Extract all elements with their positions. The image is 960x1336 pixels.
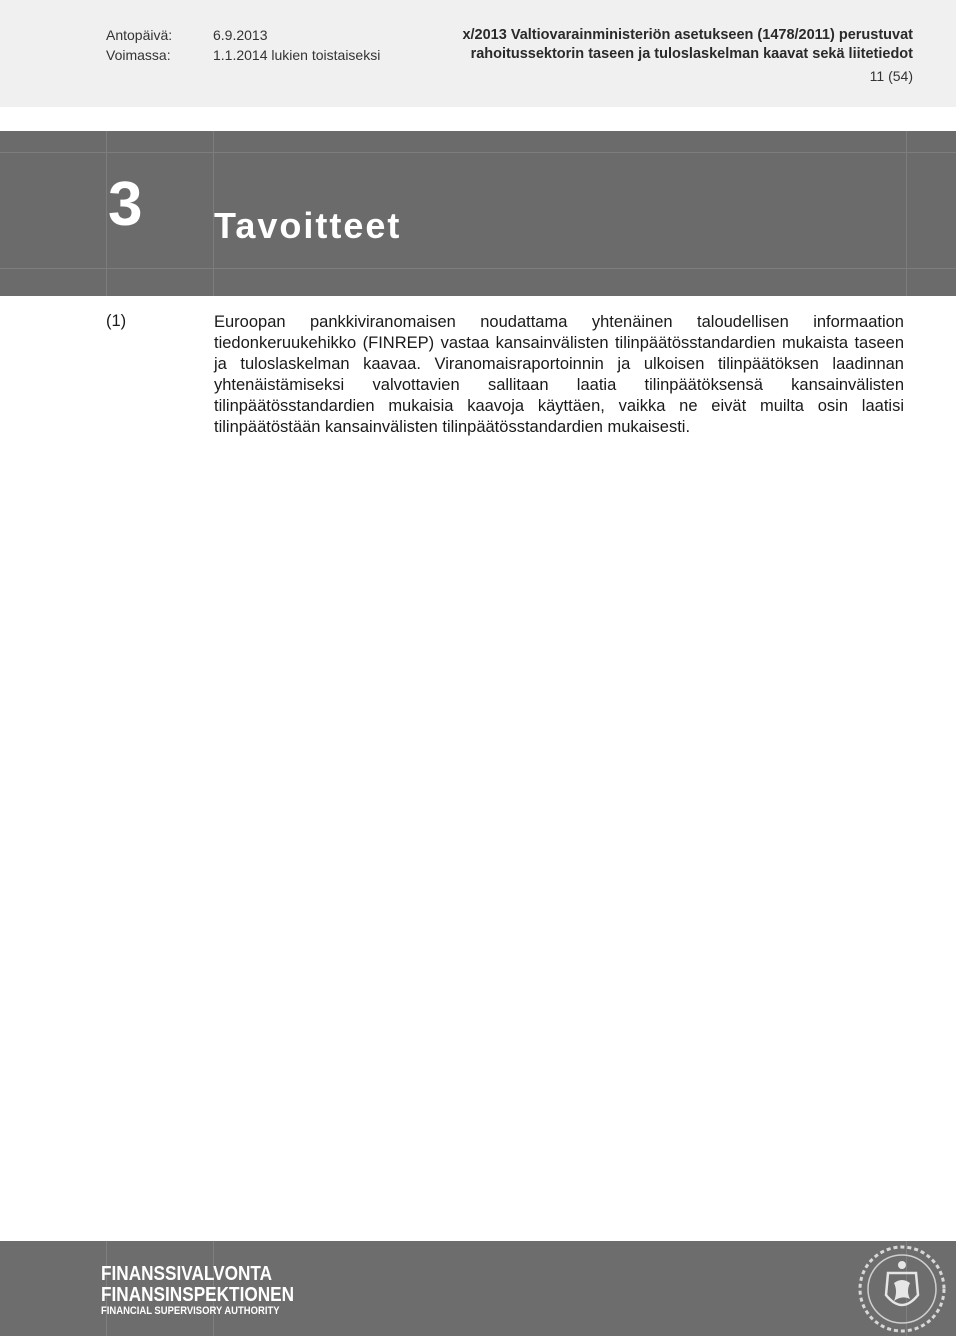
band-guide-line (106, 131, 107, 296)
band-guide-line (0, 152, 956, 153)
received-date-label: Antopäivä: (106, 27, 173, 43)
page-number: 11 (54) (869, 68, 913, 84)
document-title-line-1: x/2013 Valtiovarainministeriön asetukseen (1478/2011) perustuvat (462, 27, 913, 43)
band-guide-line (906, 131, 907, 296)
section-number: 3 (108, 170, 143, 239)
section-heading-band (0, 131, 956, 296)
paragraph-text: Euroopan pankkiviranomaisen noudattama yhtenäinen taloudellisen informaation tiedonkeruukehikko (FINREP) vastaa kansainvälisten tilinpäätösstandardien mukaista taseen ja tuloslaskelman kaavaa. Viranomaisraportoinnin ja ulkoisen tilinpäätöksen laadinnan yhtenäistämiseksi valvottavien sallitaan laatia tilinpäätöksensä kansainvälisten tilinpäätösstandardien mukaisia kaavoja käyttäen, vaikka ne eivät muilta osin laatisi tilinpäätöstään kansainvälisten tilinpäätösstandardien mukaisesti. (214, 313, 904, 436)
document-title-line-2: rahoitussektorin taseen ja tuloslaskelman kaavat sekä liitetiedot (470, 46, 913, 62)
paragraph-number: (1) (106, 312, 127, 330)
logo-text-line-2: FINANSINSPEKTIONEN (101, 1284, 295, 1306)
finnish-lion-emblem-icon (856, 1243, 948, 1335)
valid-from-value: 1.1.2014 lukien toistaiseksi (213, 47, 381, 63)
received-date-value: 6.9.2013 (213, 27, 268, 43)
logo-text-line-3: FINANCIAL SUPERVISORY AUTHORITY (101, 1305, 280, 1317)
logo-text-line-1: FINANSSIVALVONTA (101, 1263, 273, 1285)
section-title: Tavoitteet (214, 205, 402, 246)
band-guide-line (0, 268, 956, 269)
valid-from-label: Voimassa: (106, 47, 171, 63)
